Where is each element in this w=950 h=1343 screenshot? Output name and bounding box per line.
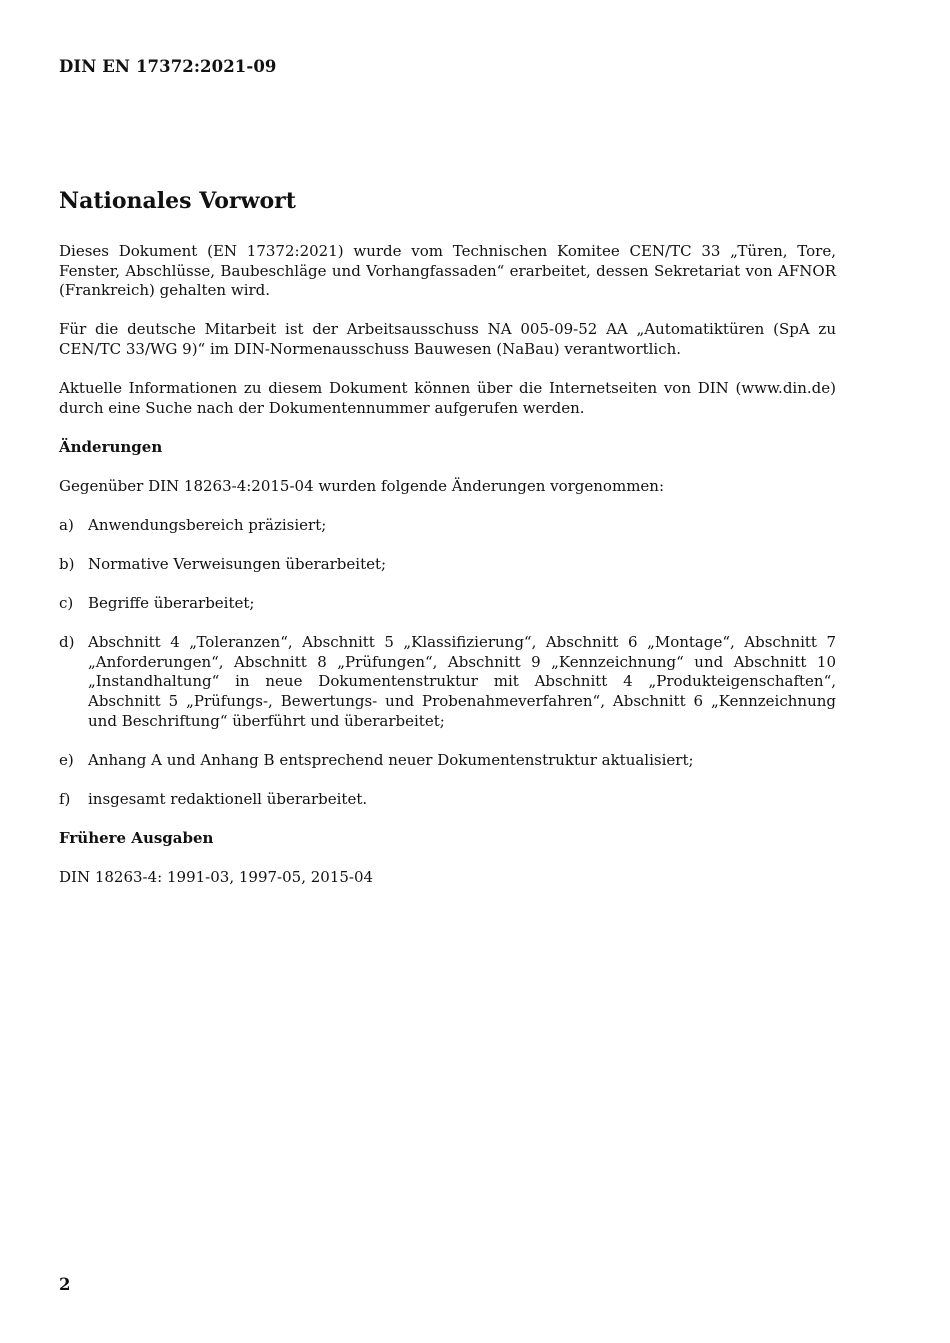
list-marker: d) (59, 633, 75, 652)
page-number: 2 (59, 1275, 71, 1294)
list-item (59, 516, 836, 536)
previous-editions-text: DIN 18263-4: 1991-03, 1997-05, 2015-04 (59, 867, 374, 886)
changes-list (59, 516, 836, 809)
changes-heading: Änderungen (59, 437, 163, 456)
list-marker: b) (59, 554, 75, 573)
list-item (59, 594, 836, 614)
list-item (59, 555, 836, 575)
list-item-text: Abschnitt 4 „Toleranzen“, Abschnitt 5 „Klassifizierung“, Abschnitt 6 „Montage“, Abschnitt 7 „Anforderungen“, Abschnitt 8 „Prüfungen“, Abschnitt 9 „Kennzeichnung“ und Abschnitt 10 „Instandhaltung“ in neue Dokumentenstruktur mit Abschnitt 4 „Produkteigenschaften“, Abschnitt 5 „Prüfungs-, Bewertungs- und Probenahmeverfahren“, Abschnitt 6 „Kennzeichnung und Beschriftung“ überführt und überarbeitet; (88, 633, 836, 730)
section-title: Nationales Vorwort (59, 188, 296, 214)
list-item (59, 751, 836, 771)
list-marker: a) (59, 515, 74, 534)
list-item-text: Anhang A und Anhang B entsprechend neuer Dokumentenstruktur aktualisiert; (88, 750, 694, 769)
changes-intro: Gegenüber DIN 18263-4:2015-04 wurden folgende Änderungen vorgenommen: (59, 476, 665, 495)
list-item-text: Normative Verweisungen überarbeitet; (88, 554, 387, 573)
paragraph-committee: Dieses Dokument (EN 17372:2021) wurde vom Technischen Komitee CEN/TC 33 „Türen, Tore, Fenster, Abschlüsse, Baubeschläge und Vorhangfassaden“ erarbeitet, dessen Sekretariat von AFNOR (Frankreich) gehalten wird. (59, 242, 836, 300)
list-item (59, 790, 836, 810)
list-item-text: Anwendungsbereich präzisiert; (88, 515, 327, 534)
list-item (59, 633, 836, 731)
document-id-header: DIN EN 17372:2021-09 (59, 57, 277, 76)
list-marker: c) (59, 594, 74, 613)
paragraph-information: Aktuelle Informationen zu diesem Dokument können über die Internetseiten von DIN (www.din.de) durch eine Suche nach der Dokumentennummer aufgerufen werden. (59, 378, 836, 417)
previous-editions-heading: Frühere Ausgaben (59, 828, 214, 847)
list-item-text: insgesamt redaktionell überarbeitet. (88, 789, 368, 808)
list-marker: f) (59, 789, 71, 808)
main-content (59, 186, 836, 907)
list-marker: e) (59, 750, 74, 769)
list-item-text: Begriffe überarbeitet; (88, 594, 255, 613)
paragraph-working-committee: Für die deutsche Mitarbeit ist der Arbeitsausschuss NA 005-09-52 AA „Automatiktüren (SpA zu CEN/TC 33/WG 9)“ im DIN-Normenausschuss Bauwesen (NaBau) verantwortlich. (59, 320, 836, 358)
